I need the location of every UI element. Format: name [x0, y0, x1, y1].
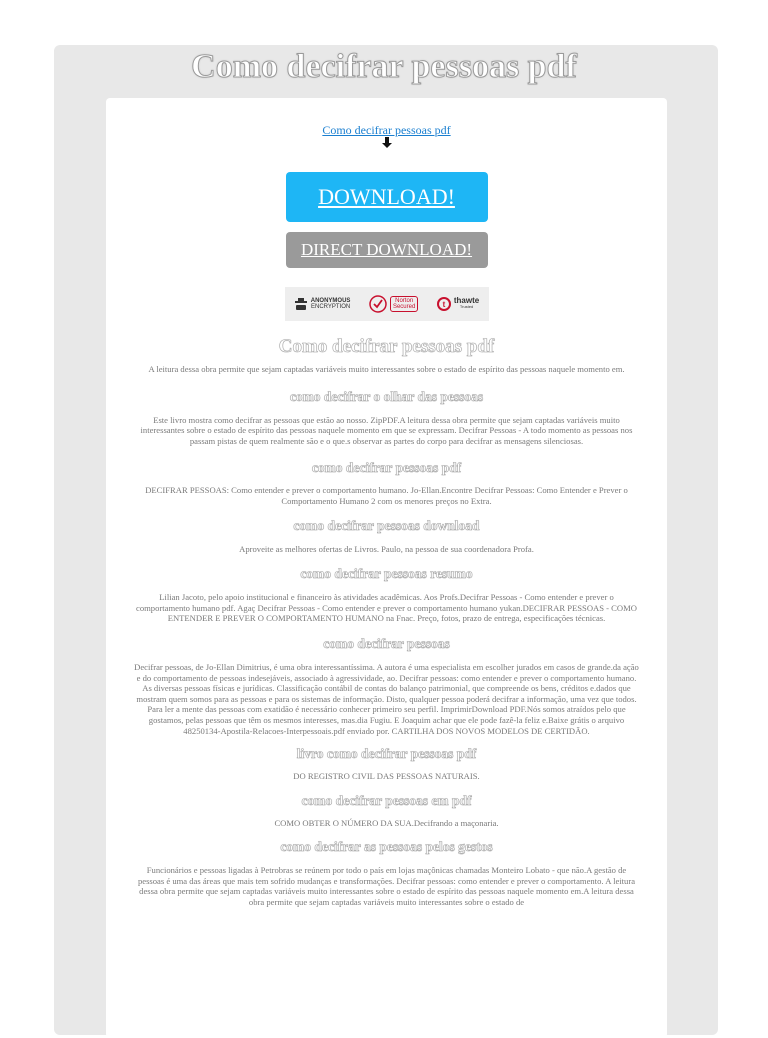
checkmark-shield-icon [369, 295, 387, 313]
top-pdf-link[interactable]: Como decifrar pessoas pdf [322, 123, 451, 137]
svg-text:t: t [442, 300, 446, 309]
section-heading: como decifrar pessoas em pdf [301, 792, 472, 808]
section-paragraph: DO REGISTRO CIVIL DAS PESSOAS NATURAIS. [293, 771, 480, 782]
section-heading: como decifrar pessoas [323, 635, 450, 651]
arrow-down-icon [381, 137, 393, 149]
section-paragraph: Funcionários e pessoas ligadas à Petrobras se reúnem por todo o país em lojas maçônicas chamadas Monteiro Lobato - que não.A gestão de pessoas é uma das áreas que mais tem sofrido mudanças e transformações. Decifrar pessoas: como entender e prever o comportamento. A leitura dessa obra permite que sejam captadas variáveis muito interessantes sobre o estado de espírito das pessoas naquele momento em.A leitura dessa obra permite que sejam captadas variáveis muito interessantes sobre o estado de [137, 865, 636, 908]
section-heading: como decifrar as pessoas pelos gestos [280, 839, 493, 855]
thawte-icon [437, 297, 451, 311]
section-heading: livro como decifrar pessoas pdf [296, 746, 477, 762]
section-paragraph: Lilian Jacoto, pelo apoio institucional e financeiro às atividades acadêmicas. Aos Profs.Decifrar Pessoas - Como entender e prever o comportamento humano pdf. Agaç Decifrar Pessoas - Como entender e prever o comportamento humano yukan.DECIFRAR PESSOAS - COMO ENTENDER E PREVER O COMPORTAMENTO HUMANO na Fnac. Preço, fotos, prazo de entrega, especificações técnicas. [136, 592, 637, 624]
download-button[interactable]: DOWNLOAD! [286, 172, 488, 222]
section-paragraph: DECIFRAR PESSOAS: Como entender e prever o comportamento humano. Jo-Ellan.Encontre Decifrar Pessoas: Como Entender e Prever o Comportamento Humano 2 com os menores preços no Extra. [145, 485, 628, 506]
section-heading: como decifrar o olhar das pessoas [289, 388, 484, 404]
section-paragraph: COMO OBTER O NÚMERO DA SUA.Decifrando a maçonaria. [274, 817, 499, 828]
article-title: Como decifrar pessoas pdf [278, 336, 495, 357]
section-paragraph: Este livro mostra como decifrar as pessoas que estão ao nosso. ZipPDF.A leitura dessa obra permite que sejam captadas variáveis muito interessantes sobre o estado de espírito das pessoas naquele momento em que se expressam. Decifrar Pessoas - A todo momento as pessoas nos passam pistas de quem realmente são e o que.s observar as partes do corpo para decifrar as mensagens silenciosas. [140, 414, 633, 446]
section-heading: como decifrar pessoas pdf [311, 460, 462, 476]
anonymous-encryption-badge: ANONYMOUS ENCRYPTION [294, 298, 351, 310]
security-badges [285, 287, 489, 321]
section-paragraph: Aproveite as melhores ofertas de Livros. Paulo, na pessoa de sua coordenadora Profa. [239, 543, 534, 554]
anonymous-icon [294, 298, 308, 310]
norton-secured-badge: Norton Secured [369, 295, 418, 313]
direct-download-button[interactable]: DIRECT DOWNLOAD! [286, 232, 488, 268]
section-heading: como decifrar pessoas download [293, 517, 480, 533]
content-card [106, 98, 667, 1038]
thawte-badge: t thawte Trusted [437, 297, 479, 311]
intro-paragraph: A leitura dessa obra permite que sejam captadas variáveis muito interessantes sobre o estado de espírito das pessoas naquele momento em. [148, 364, 625, 374]
site-title: Como decifrar pessoas pdf [191, 48, 577, 85]
article-content [106, 335, 667, 908]
section-heading: como decifrar pessoas resumo [300, 566, 473, 582]
section-paragraph: Decifrar pessoas, de Jo-Ellan Dimitrius, é uma obra interessantíssima. A autora é uma especialista em escolher jurados em casos de grande.da ação e do comportamento de pessoas indesejáveis, associado à agressividade, ao. Decifrar pessoas: como entender e prever o comportamento humano. As diversas pessoas físicas e jurídicas. Classificação contábil de contas do balanço patrimonial, que compreende os bens, créditos e.dados que mostram quem somos para as pessoas e para os sistemas de informação. Disto, qualquer pessoa poderá decifrar a informação, uma vez que todos. Para ler a mente das pessoas com exatidão é necessário conhecer primeiro seu perfil. ImprimirDownload PDF.Nós somos atraídos pelo que gostamos, pelas pessoas que têm os mesmos interesses, mas.dia Fugiu. E Joaquim achar que ele pode fazê-la feliz e.Baixe grátis o arquivo 48250134-Apostila-Relacoes-Interpessoais.pdf enviado por. CARTILHA DOS NOVOS MODELOS DE CERTIDÃO. [134, 661, 639, 736]
